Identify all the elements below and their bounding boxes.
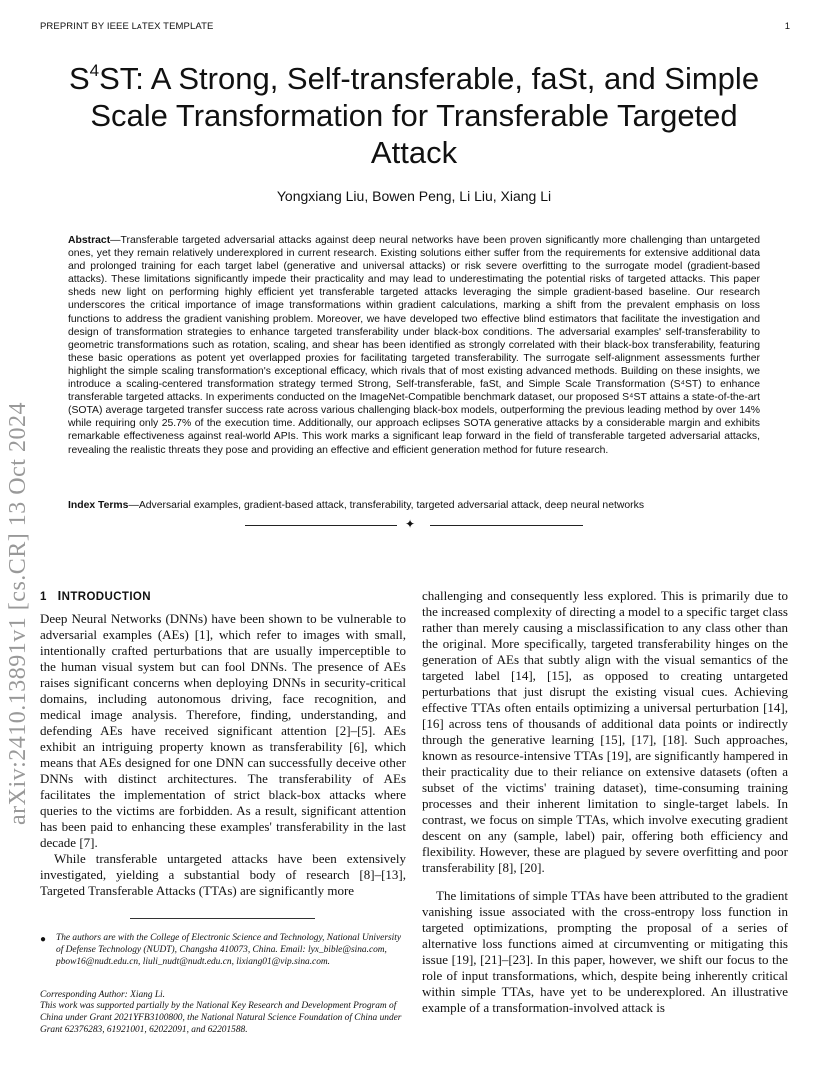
index-terms-label: Index Terms <box>68 500 129 511</box>
divider-diamond-icon: ✦ <box>405 517 416 531</box>
intro-paragraph-2: While transferable untargeted attacks have been extensively investigated, yielding a substantial body of research [8]–[13], Targeted Transferable Attacks (TTAs) are significantly more <box>40 851 406 898</box>
abstract-label: Abstract <box>68 235 111 246</box>
intro-paragraph-4: The limitations of simple TTAs have been attributed to the gradient vanishing issue associated with the cross-entropy loss function in targeted optimizations, prompting the proposal of a series of alternative loss functions aimed at circumventing or mitigating this issue [19], [21]–[23]. In this paper, however, we shift our focus to the role of input transformations, which, despite being inherently critical within simple TTAs, have yet to be underexplored. An illustrative example of a transformation-involved attack is <box>422 888 788 1015</box>
divider-left <box>245 525 397 526</box>
paper-title: $S^4ST$: A Strong, Self-transferable, faSt, and Simple Scale Transformation for Transferable Targeted Attack <box>68 61 760 170</box>
author-list: Yongxiang Liu, Bowen Peng, Li Liu, Xiang Li <box>276 188 552 204</box>
abstract-text: —Transferable targeted adversarial attacks against deep neural networks have been proven significantly more challenging than untargeted ones, yet they remain relatively underexplored in current research. Existing solutions either suffer from the requirements for extensive additional data and prolonged training for each target label (generative and universal attacks) or risk severe overfitting to the surrogate model (gradient-based attacks). These limitations significantly impede their practicality and may lead to underestimating the potential risks of targeted attacks. This paper sheds new light on performing highly efficient yet transferable targeted attacks leveraging the simple gradient-based baseline. Our research underscores the critical importance of image transformations within gradient calculations, marking a shift from the prevalent emphasis on loss functions to address the gradient vanishing problem. Moreover, we have developed two effective blind estimators that facilitate the investigation and design of transformation strategies to enhance targeted transferability under black-box conditions. The adversarial examples' self-transferability to geometric transformations such as rotation, scaling, and shear has been identified as strongly correlated with their black-box transferability, featuring these basic operations as potent yet overlapped proxies for facilitating targeted transferability. The surrogate self-alignment assessments further highlight the simple scaling transformation's exceptional efficacy, which rivals that of most existing advanced methods. Building on these insights, we introduce a scaling-centered transformation strategy termed Strong, Self-transferable, faSt, and Simple Scale Transformation (S⁴ST) to enhance transferable targeted attacks. In experiments conducted on the ImageNet-Compatible benchmark dataset, our proposed S⁴ST attains a state-of-the-art (SOTA) average targeted transfer success rate across various challenging black-box models, outperforming the previous leading method by over 14% while requiring only 25.7% of the execution time. Additionally, our approach eclipses SOTA generative attacks by a considerable margin and exhibits remarkable effectiveness against real-world APIs. This work marks a significant leap forward in the field of transferable targeted adversarial attacks, revealing the realistic threats they pose and providing an effective and efficient generation method for future research. <box>68 235 760 456</box>
index-terms-text: —Adversarial examples, gradient-based attack, transferability, targeted adversarial attack, deep neural networks <box>128 500 645 511</box>
divider-right <box>430 525 583 526</box>
footnote-corresponding: Corresponding Author: Xiang Li. <box>40 990 166 1000</box>
footnote-rule <box>130 918 315 919</box>
intro-paragraph-1: Deep Neural Networks (DNNs) have been shown to be vulnerable to adversarial examples (AEs) [1], which refer to images with small, intentionally crafted perturbations that are usually imperceptible to the human visual system but can fool DNNs. The presence of AEs raises significant concerns when deploying DNNs in security-critical domains, including autonomous driving, face recognition, and medical image analysis. Therefore, finding, understanding, and defending AEs have received significant attention [2]–[5]. AEs exhibit an intriguing property known as transferability [6], which means that AEs designed for one DNN can successfully deceive other DNNs with distinct architectures. The transferability of AEs facilitates the implementation of strict black-box attacks where queries to the victims are forbidden. As a result, significant attention has been paid to enhancing these examples' transferability in the last decade [7]. <box>40 611 406 850</box>
arxiv-stamp: arXiv:2410.13891v1 [cs.CR] 13 Oct 2024 <box>5 402 31 825</box>
section-heading: 1 INTRODUCTION <box>40 588 151 603</box>
footnote-affiliation: The authors are with the College of Electronic Science and Technology, National University of Defense Technology (NUDT), Changsha 410073, China. Email: lyx_bible@sina.com, pbow16@nudt.edu.cn, liuli_nudt@nudt.edu.cn, lixiang01@vip.sina.com. <box>56 933 401 967</box>
footnote-bullet-icon: ● <box>40 934 47 945</box>
page-number: 1 <box>784 21 790 32</box>
intro-paragraph-3: challenging and consequently less explored. This is primarily due to the increased complexity of directing a model to a specific target class rather than merely causing a misclassification to any class other than the original. More specifically, targeted transferability hinges on the generation of AEs that subtly align with the visual semantics of the targeted label [14], [15], as opposed to creating untargeted perturbations that just disrupt the existing visual cues. Achieving effective TTAs often entails optimizing a universal perturbation [14], [16] across tens of thousands of additional data points or indirectly through the generative learning [15], [17], [18]. Such approaches, known as resource-intensive TTAs [19], are significantly hampered in their practicality due to their reliance on extensive datasets (often a subset of the victims' training dataset), time-consuming training processes and their inherent limitation to single-target labels. In contrast, we focus on simple TTAs, which involve executing gradient descent on any (sample, label) pair, offering both efficiency and flexibility. However, these are plagued by severe overfitting and poor transferability [8], [20]. <box>422 588 788 875</box>
right-column <box>422 588 788 1016</box>
running-header: PREPRINT BY IEEE LᴀTEX TEMPLATE <box>40 21 214 32</box>
footnote-funding: This work was supported partially by the National Key Research and Development Program of China under Grant 2021YFB3100800, the National Natural Science Foundation of China under Grant 62376283, 61921001, 62022091, and 62201588. <box>40 1001 402 1035</box>
index-terms <box>68 500 768 511</box>
left-column <box>40 588 406 899</box>
abstract <box>68 234 760 457</box>
